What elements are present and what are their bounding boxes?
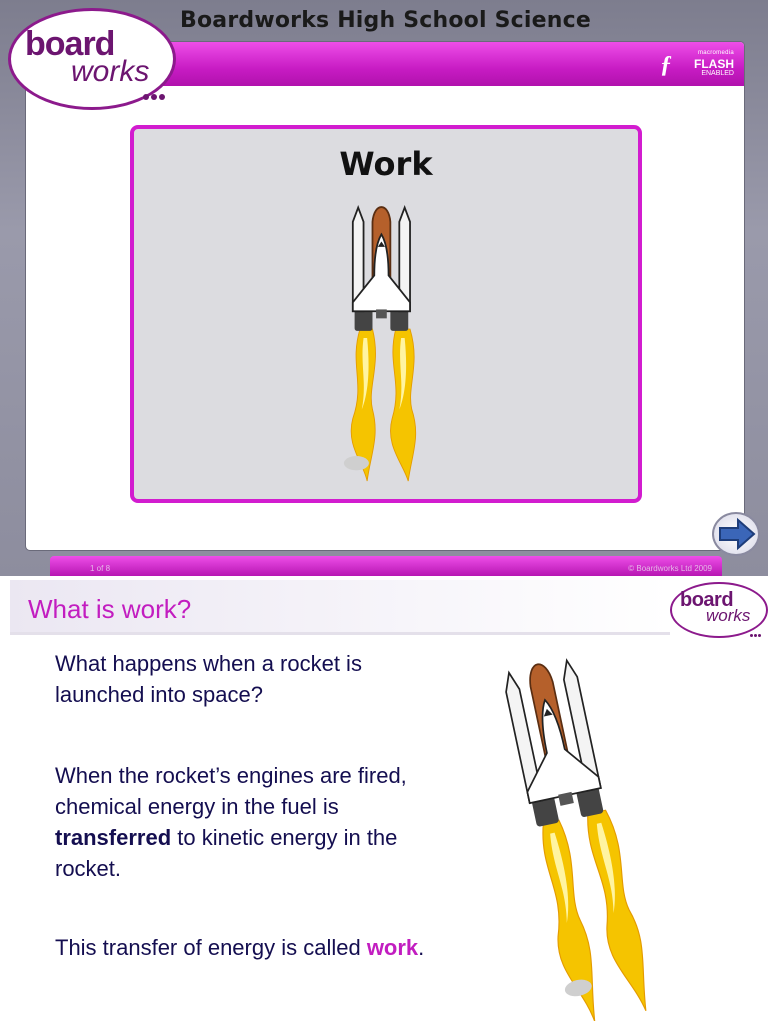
logo-word-works: works <box>706 606 751 625</box>
logo-dots <box>750 624 762 642</box>
slide-title: Work <box>339 145 433 183</box>
flash-badge-vendor: macromedia <box>697 50 734 56</box>
title-panel <box>130 125 642 503</box>
copyright-text: © Boardworks Ltd 2009 <box>628 564 712 573</box>
explanation-text-end: to kinetic energy in the rocket. <box>55 825 398 881</box>
footer-bar <box>50 556 722 576</box>
keyword-work: work <box>366 935 419 960</box>
rocket-illustration <box>488 646 668 1021</box>
slide-2 <box>0 576 768 1024</box>
boardworks-logo <box>670 582 768 638</box>
keyword-transferred: transferred <box>55 825 172 850</box>
definition-text-start: This transfer of energy is called <box>55 935 367 960</box>
logo-word-board: board <box>25 25 115 63</box>
flash-badge-status: ENABLED <box>701 70 734 77</box>
flash-icon: ƒ <box>660 52 672 78</box>
logo-word-board: board <box>680 589 734 611</box>
question-paragraph: What happens when a rocket is launched into space? <box>55 651 362 707</box>
header-title: Boardworks High School Science <box>180 8 591 33</box>
title-band <box>10 580 670 635</box>
boardworks-logo <box>8 8 176 110</box>
rocket-illustration <box>340 195 430 490</box>
arrow-right-icon <box>714 514 758 554</box>
definition-text-end: . <box>418 935 425 960</box>
next-arrow-button[interactable] <box>712 512 760 556</box>
explanation-text-start: When the rocket’s engines are fired, chemical energy in the fuel is <box>55 763 407 819</box>
page-indicator: 1 of 8 <box>90 564 111 573</box>
slide-title: What is work? <box>28 594 192 624</box>
definition-paragraph <box>55 932 455 963</box>
explanation-paragraph <box>55 760 455 884</box>
flash-badge <box>658 50 734 82</box>
logo-word-works: works <box>71 55 150 88</box>
flash-badge-label: FLASH <box>694 57 734 71</box>
logo-dots <box>143 87 167 105</box>
